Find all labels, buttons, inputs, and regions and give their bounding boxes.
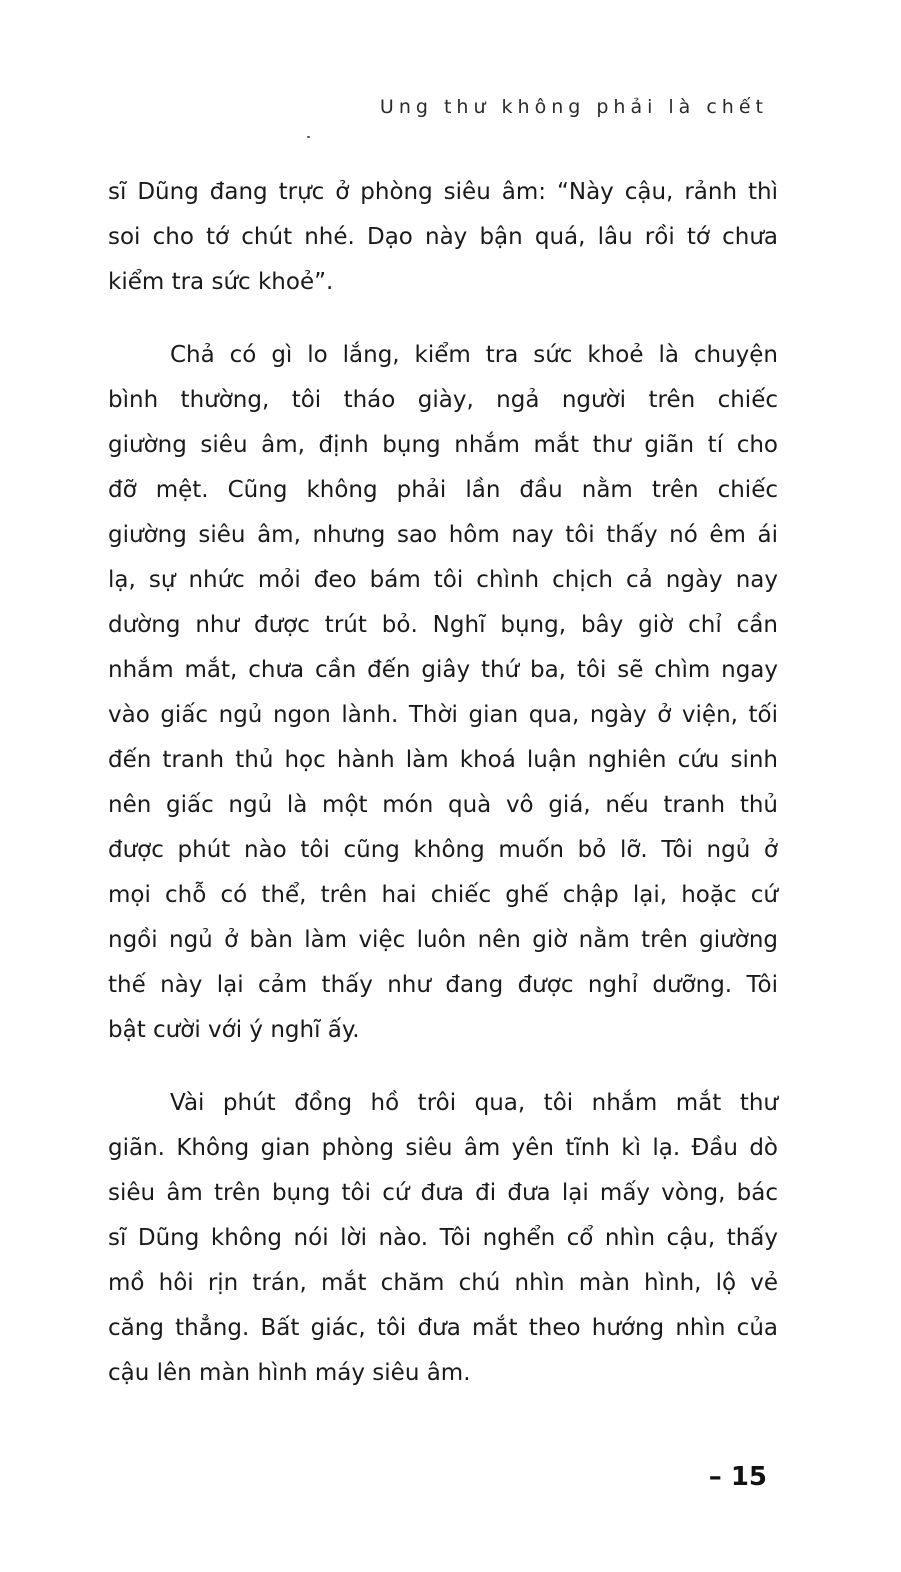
text-line: giường siêu âm, nhưng sao hôm nay tôi thấy nó êm ái [108, 522, 778, 548]
body-text [108, 170, 778, 1396]
text-line: sĩ Dũng không nói lời nào. Tôi nghển cổ nhìn cậu, thấy [108, 1225, 778, 1251]
text-line: mọi chỗ có thể, trên hai chiếc ghế chập lại, hoặc cứ [108, 882, 778, 908]
paragraph-3 [108, 1081, 778, 1396]
text-line: ngồi ngủ ở bàn làm việc luôn nên giờ nằm trên giường [108, 927, 778, 953]
running-header: Ung thư không phải là chết [379, 96, 768, 118]
text-line: kiểm tra sức khoẻ”. [108, 269, 334, 295]
text-line: nên giấc ngủ là một món quà vô giá, nếu tranh thủ [108, 792, 778, 818]
text-line: bình thường, tôi tháo giày, ngả người trên chiếc [108, 387, 778, 413]
text-line: Vài phút đồng hồ trôi qua, tôi nhắm mắt thư [170, 1090, 778, 1116]
print-speck [307, 136, 310, 138]
text-line: nhắm mắt, chưa cần đến giây thứ ba, tôi sẽ chìm ngay [108, 657, 778, 683]
text-line: căng thẳng. Bất giác, tôi đưa mắt theo hướng nhìn của [108, 1315, 778, 1341]
page-number: – 15 [708, 1462, 767, 1492]
text-line: cậu lên màn hình máy siêu âm. [108, 1360, 471, 1386]
text-line: dường như được trút bỏ. Nghĩ bụng, bây giờ chỉ cần [108, 612, 778, 638]
text-line: lạ, sự nhức mỏi đeo bám tôi chình chịch cả ngày nay [108, 567, 778, 593]
text-line: thế này lại cảm thấy như đang được nghỉ dưỡng. Tôi [108, 972, 778, 998]
paragraph-2 [108, 333, 778, 1053]
text-line: đến tranh thủ học hành làm khoá luận nghiên cứu sinh [108, 747, 778, 773]
text-line: giường siêu âm, định bụng nhắm mắt thư giãn tí cho [108, 432, 778, 458]
text-line: được phút nào tôi cũng không muốn bỏ lỡ. Tôi ngủ ở [108, 837, 778, 863]
text-line: siêu âm trên bụng tôi cứ đưa đi đưa lại mấy vòng, bác [108, 1180, 778, 1206]
text-line: Chả có gì lo lắng, kiểm tra sức khoẻ là chuyện [170, 342, 778, 368]
text-line: giãn. Không gian phòng siêu âm yên tĩnh kì lạ. Đầu dò [108, 1135, 778, 1161]
text-line: sĩ Dũng đang trực ở phòng siêu âm: “Này cậu, rảnh thì [108, 179, 778, 205]
text-line: mồ hôi rịn trán, mắt chăm chú nhìn màn hình, lộ vẻ [108, 1270, 778, 1296]
paragraph-1 [108, 170, 778, 305]
text-line: bật cười với ý nghĩ ấy. [108, 1017, 360, 1043]
text-line: soi cho tớ chút nhé. Dạo này bận quá, lâu rồi tớ chưa [108, 224, 778, 250]
text-line: vào giấc ngủ ngon lành. Thời gian qua, ngày ở viện, tối [108, 702, 778, 728]
text-line: đỡ mệt. Cũng không phải lần đầu nằm trên chiếc [108, 477, 778, 503]
